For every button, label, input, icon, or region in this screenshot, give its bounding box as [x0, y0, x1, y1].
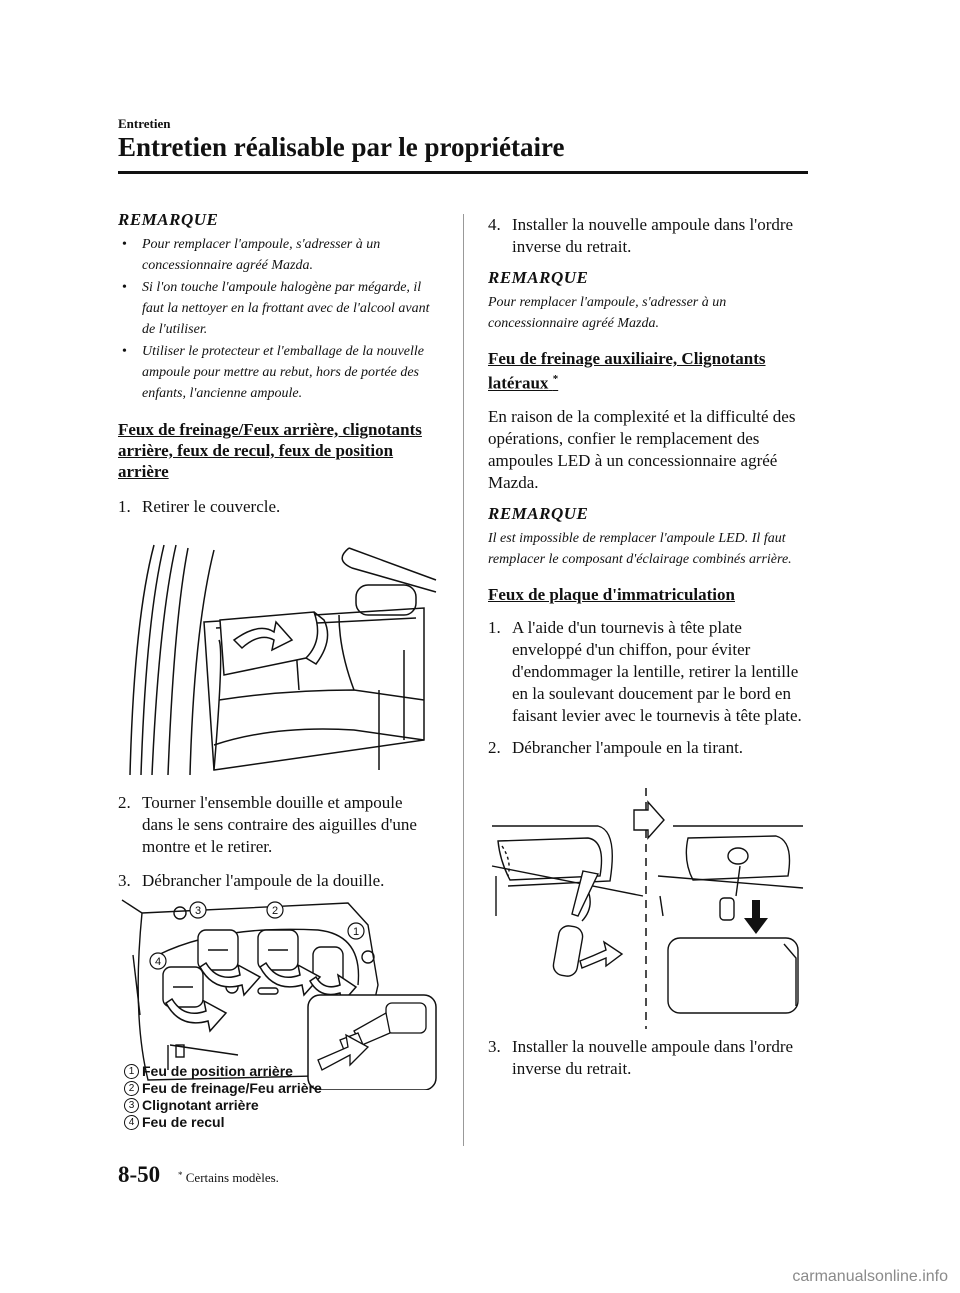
- step-number: 2.: [488, 737, 501, 757]
- figure-captions: [124, 1063, 322, 1131]
- step-4: [488, 214, 808, 258]
- step-text: Retirer le couvercle.: [142, 497, 281, 516]
- caption-label: Feu de freinage/Feu arrière: [142, 1080, 322, 1096]
- left-steps: [118, 792, 436, 892]
- step-2: [118, 792, 436, 858]
- page-title: Entretien réalisable par le propriétaire: [118, 132, 565, 162]
- title-rule: [118, 171, 808, 174]
- caption-label: Feu de recul: [142, 1114, 225, 1130]
- step-3: [488, 1036, 808, 1080]
- caption-number: 1: [124, 1064, 139, 1079]
- site-watermark: carmanualsonline.info: [792, 1268, 948, 1285]
- caption-number: 4: [124, 1115, 139, 1130]
- remarque-title: REMARQUE: [118, 210, 219, 229]
- callout-2: 2: [271, 905, 279, 917]
- footnote-text: Certains modèles.: [185, 1170, 279, 1185]
- footnote-star: *: [178, 1170, 183, 1180]
- step-number: 3.: [488, 1037, 501, 1056]
- trunk-cover-figure: [124, 540, 442, 780]
- step-number: 1.: [118, 497, 131, 516]
- callout-3: 3: [194, 905, 202, 917]
- bulb-socket-figure: [118, 895, 440, 1090]
- step-1: [118, 496, 436, 518]
- bulb-socket-illustration: [118, 895, 440, 1090]
- left-column: [118, 210, 436, 518]
- right-step-3: [488, 1036, 808, 1080]
- subsection-heading-text: Feu de freinage auxiliaire, Clignotants latéraux: [488, 349, 766, 393]
- trunk-cover-illustration: [124, 540, 442, 780]
- caption-label: Clignotant arrière: [142, 1097, 259, 1113]
- body-paragraph: En raison de la complexité et la difficulté des opérations, confier le remplacement des ampoules LED à un concessionnaire agréé Mazda.: [488, 406, 796, 492]
- remarque-list: [118, 234, 436, 404]
- optional-equipment-star: *: [552, 373, 559, 385]
- remarque-text: Pour remplacer l'ampoule, s'adresser à un concessionnaire agréé Mazda.: [488, 295, 727, 331]
- remarque-item: • Si l'on touche l'ampoule halogène par mégarde, il faut la nettoyer en la frottant avec de l'alcool avant de l'utiliser.: [118, 277, 436, 340]
- caption-number: 3: [124, 1098, 139, 1113]
- caption-row: [124, 1097, 322, 1114]
- remarque-item: • Pour remplacer l'ampoule, s'adresser à un concessionnaire agréé Mazda.: [118, 234, 436, 276]
- step-number: 3.: [118, 871, 131, 890]
- subsection-heading: Feux de plaque d'immatriculation: [488, 584, 735, 604]
- step-3: [118, 870, 436, 892]
- footnote: [178, 1170, 279, 1186]
- step-number: 4.: [488, 215, 501, 234]
- remarque-title: REMARQUE: [488, 503, 589, 523]
- remarque-text: Il est impossible de remplacer l'ampoule LED. Il faut remplacer le composant d'éclairage combinés arrière.: [488, 530, 792, 567]
- column-divider: [463, 214, 464, 1146]
- subsection-heading: [488, 348, 808, 394]
- caption-row: [124, 1114, 322, 1131]
- step-text: A l'aide d'un tournevis à tête plate enveloppé d'un chiffon, pour éviter d'endommager la lentille, retirer la lentille en la soulevant doucement par le bord en faisant levier avec le tournevis à tête plate.: [512, 617, 802, 725]
- step-number: 2.: [118, 793, 131, 812]
- section-label: Entretien: [118, 116, 171, 131]
- step-2: [488, 737, 808, 759]
- subsection-heading: Feux de freinage/Feux arrière, clignotants arrière, feux de recul, feux de position arrière: [118, 420, 422, 481]
- callout-1: 1: [352, 926, 360, 938]
- license-plate-lamp-illustration: [488, 786, 808, 1031]
- caption-row: [124, 1063, 322, 1080]
- remarque-item: • Utiliser le protecteur et l'emballage de la nouvelle ampoule pour mettre au rebut, hors de portée des enfants, l'ancienne ampoule.: [118, 341, 436, 404]
- right-column: [488, 214, 808, 759]
- remarque-title: REMARQUE: [488, 268, 589, 287]
- step-text: Débrancher l'ampoule en la tirant.: [512, 737, 744, 757]
- caption-label: Feu de position arrière: [142, 1063, 293, 1079]
- callout-4: 4: [154, 956, 162, 968]
- license-plate-lamp-figure: [488, 786, 808, 1031]
- step-number: 1.: [488, 617, 501, 637]
- step-text: Installer la nouvelle ampoule dans l'ordre inverse du retrait.: [512, 1037, 794, 1078]
- step-1: [488, 617, 808, 727]
- step-text: Installer la nouvelle ampoule dans l'ordre inverse du retrait.: [512, 215, 794, 256]
- page-number: 8-50: [118, 1162, 161, 1187]
- step-text: Tourner l'ensemble douille et ampoule dans le sens contraire des aiguilles d'une montre et le retirer.: [142, 793, 417, 856]
- caption-number: 2: [124, 1081, 139, 1096]
- caption-row: [124, 1080, 322, 1097]
- step-text: Débrancher l'ampoule de la douille.: [142, 871, 385, 890]
